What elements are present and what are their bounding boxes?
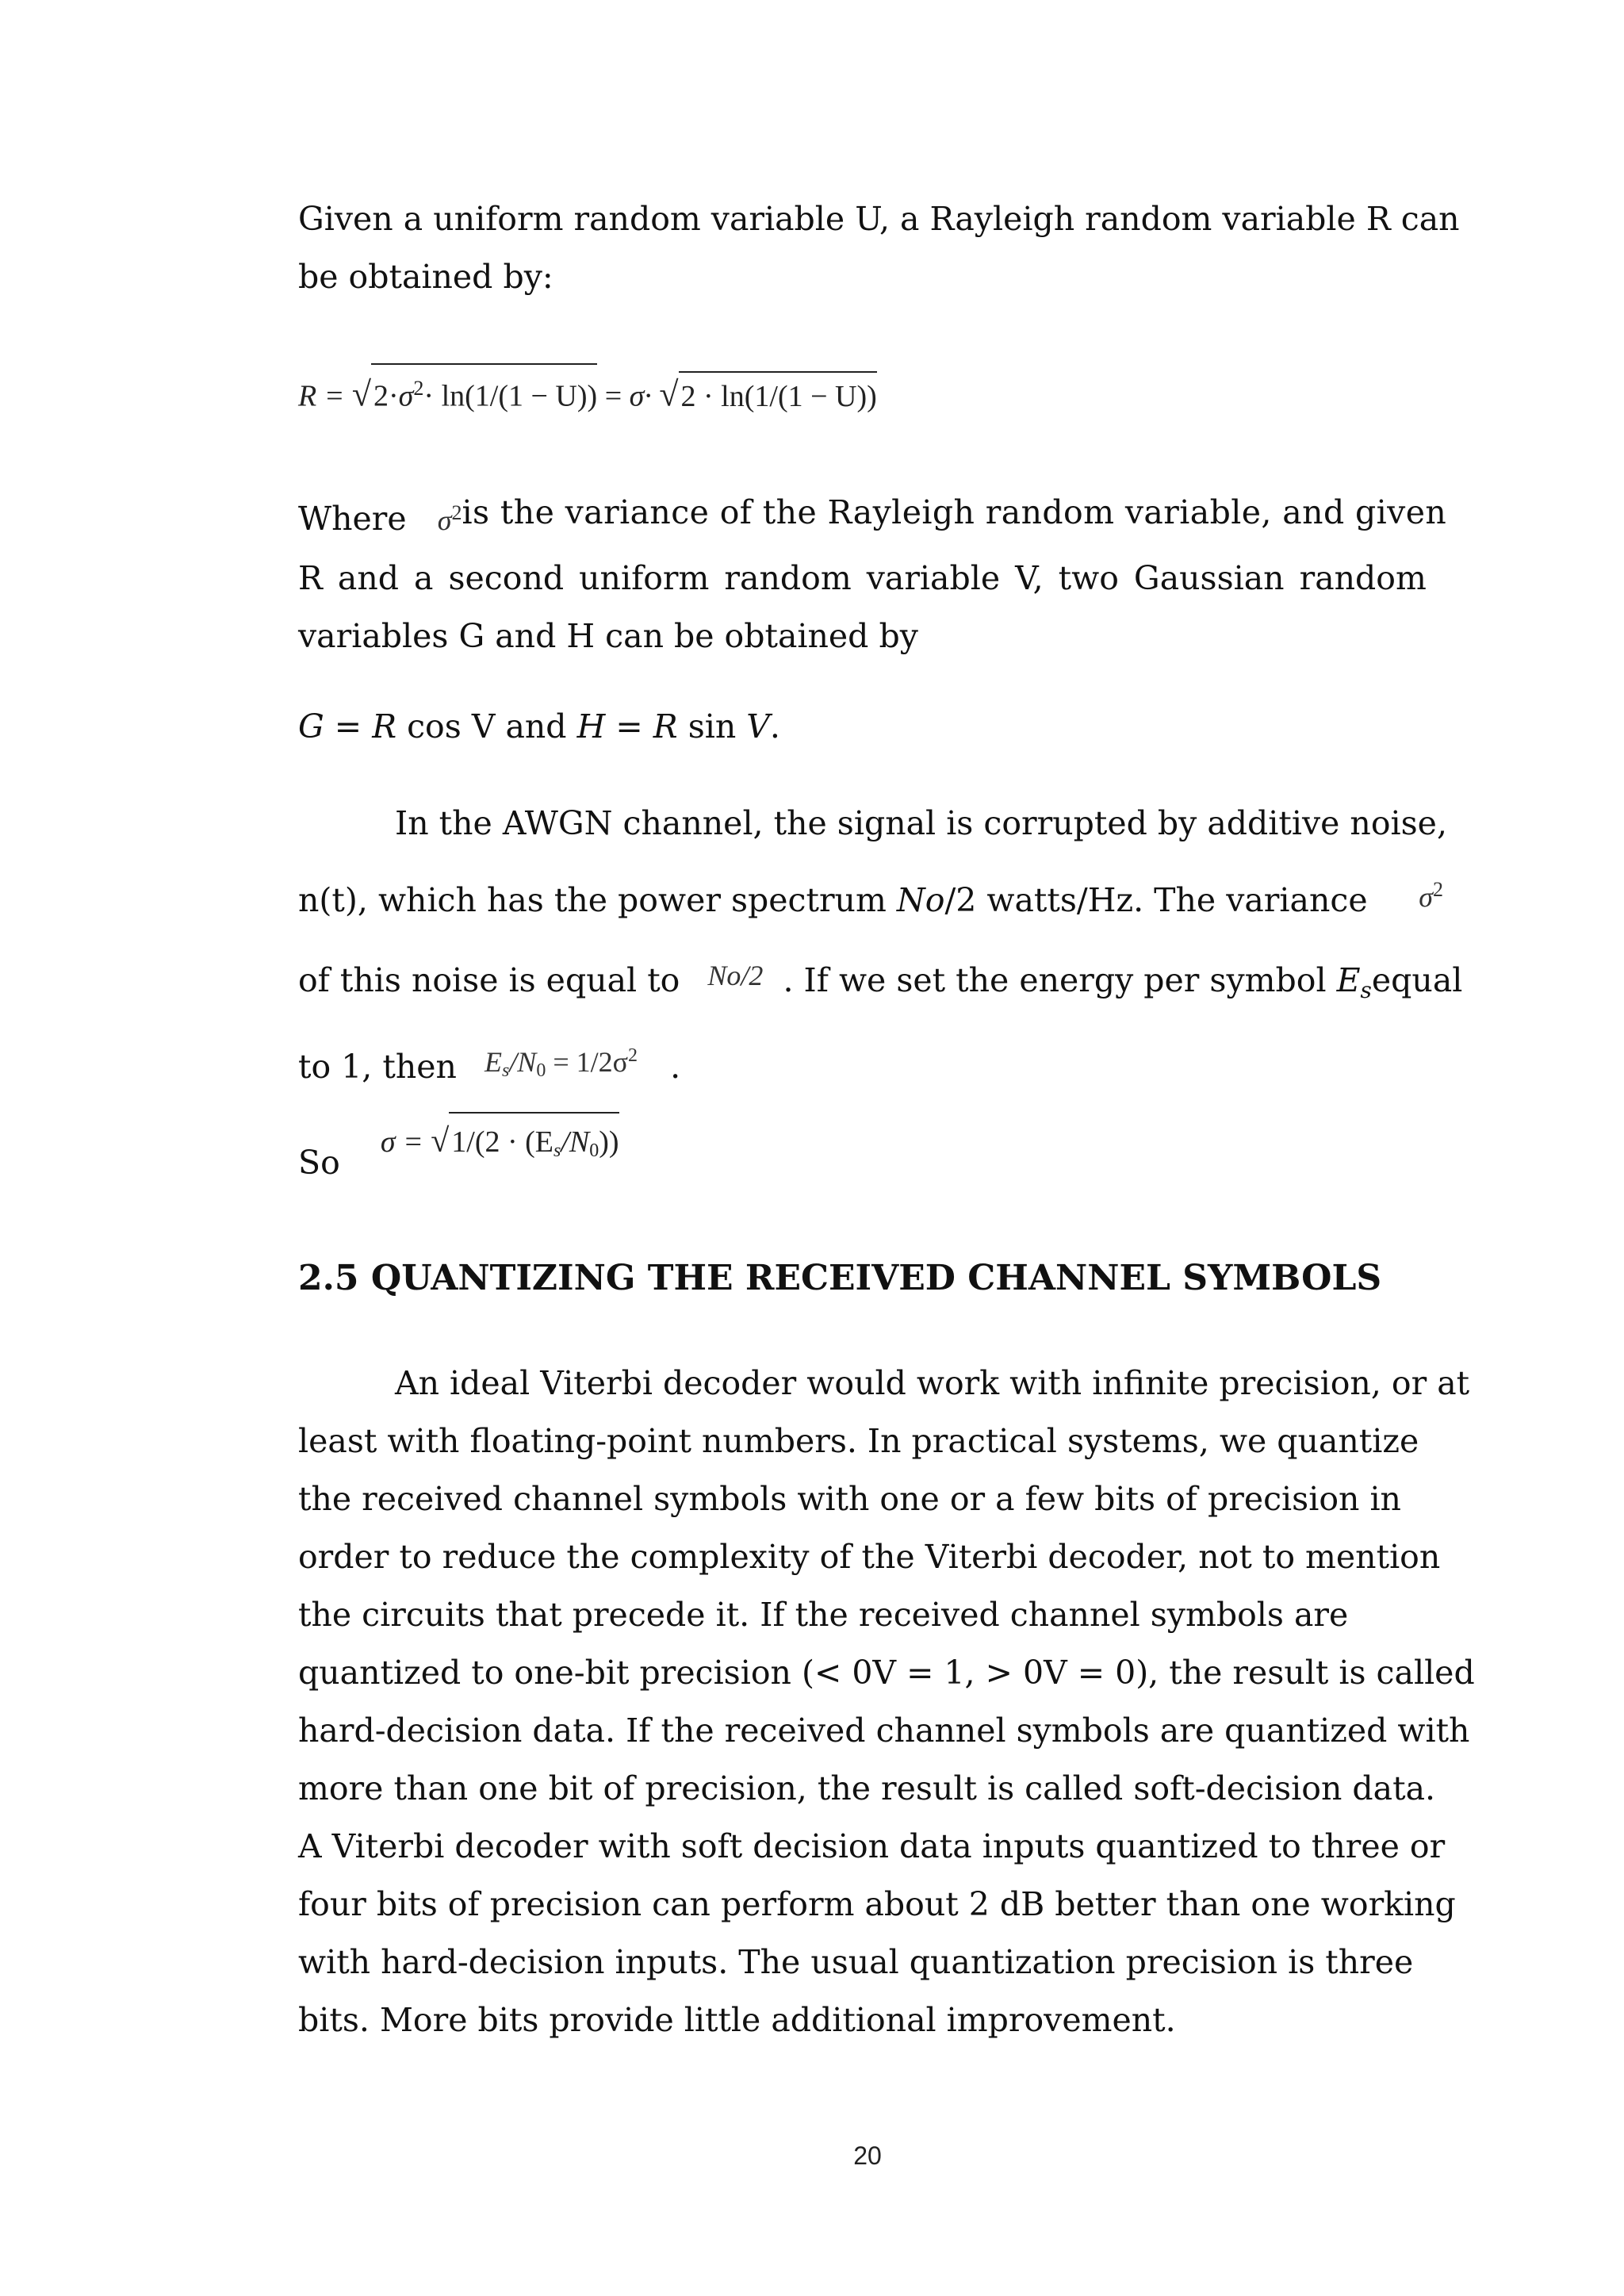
- sin-text: sin: [677, 707, 747, 746]
- sqrt-radicand: [371, 363, 597, 420]
- sigma-exponent: 2: [1433, 878, 1443, 901]
- period: .: [670, 1048, 681, 1086]
- paragraph-line: [298, 1112, 1443, 1180]
- paragraph-word: [298, 484, 462, 550]
- paragraph-text: is the variance of the Rayleigh random variable, and given: [462, 493, 1447, 531]
- text-segment: of this noise is equal to: [298, 961, 680, 999]
- equation-gaussian: [298, 698, 1443, 756]
- sigma-symbol: [1419, 861, 1443, 926]
- paragraph-line: [298, 1033, 1443, 1106]
- text-segment: to 1, then: [298, 1048, 457, 1086]
- paragraph-quantizing: [298, 1355, 1475, 2049]
- sigma-glyph: σ: [437, 504, 452, 536]
- equation-sigma-result: [298, 1112, 1443, 1182]
- text-segment: . If we set the energy per symbol: [783, 961, 1337, 999]
- paragraph-line: four bits of precision can perform about 2 dB better than one working: [298, 1885, 1456, 1923]
- equals: =: [605, 707, 653, 746]
- equation-lhs: R =: [298, 379, 345, 413]
- paragraph-line: [298, 484, 1447, 550]
- paragraph-line: hard-decision data. If the received channel symbols are quantized with: [298, 1711, 1470, 1750]
- subscript: 0: [536, 1060, 546, 1081]
- sigma-equation: [381, 1125, 619, 1159]
- paragraph-text: [298, 952, 1372, 1019]
- paragraph-line: the received channel symbols with one or a few bits of precision in: [298, 1480, 1401, 1518]
- paragraph-line: be obtained by:: [298, 258, 553, 296]
- equation-term: · ln(1/(1 − U)): [423, 379, 598, 413]
- equation-exponent: 2: [413, 377, 424, 400]
- equation-term: 2·: [373, 379, 399, 413]
- paragraph-line: Given a uniform random variable U, a Rayleigh random variable R can: [298, 200, 1460, 238]
- var-n: /N: [509, 1046, 537, 1078]
- equation-value: = 1/2σ: [546, 1046, 629, 1078]
- var-v: V: [746, 707, 770, 746]
- sqrt-symbol: √: [431, 1123, 450, 1159]
- paragraph-line: with hard-decision inputs. The usual quantization precision is three: [298, 1943, 1414, 1981]
- sigma-exponent: 2: [451, 501, 462, 524]
- paragraph-line: least with floating-point numbers. In practical systems, we quantize: [298, 1422, 1419, 1460]
- es-n0-equation: [484, 1045, 638, 1081]
- equation-rayleigh: [298, 363, 1443, 420]
- period: .: [769, 707, 780, 746]
- paragraph-line: variables G and H can be obtained by: [298, 617, 918, 655]
- text-no: No: [896, 881, 945, 919]
- var-h: H: [576, 707, 606, 746]
- equation-lhs: σ =: [380, 1125, 423, 1159]
- cos-text: cos V and: [396, 707, 577, 746]
- sqrt-radicand: [449, 1112, 619, 1180]
- subscript: 0: [589, 1140, 599, 1161]
- subscript: s: [501, 1060, 510, 1081]
- radicand-end: )): [599, 1125, 619, 1159]
- paragraph-awgn: [298, 795, 1463, 1106]
- paragraph-line: In the AWGN channel, the signal is corrupted by additive noise,: [395, 804, 1447, 842]
- var-r: R: [372, 707, 397, 746]
- paragraph-line: bits. More bits provide little additional improvement.: [298, 2001, 1176, 2039]
- var-g: G: [298, 707, 324, 746]
- paragraph-line: R and a second uniform random variable V, two Gaussian random: [298, 559, 1427, 597]
- sqrt-radicand: 2 · ln(1/(1 − U)): [679, 371, 877, 420]
- sigma-symbol: [437, 501, 462, 536]
- equation-sigma: σ: [398, 379, 414, 413]
- var-es: E: [1336, 961, 1361, 999]
- page-number: 20: [853, 2141, 882, 2170]
- paragraph-line: the circuits that precede it. If the received channel symbols are: [298, 1596, 1349, 1634]
- var-n: /N: [561, 1125, 590, 1159]
- text-segment: equal: [1371, 961, 1463, 999]
- var-e: E: [484, 1046, 502, 1078]
- paragraph-line: [298, 872, 1443, 937]
- var-r: R: [653, 707, 678, 746]
- sigma-glyph: σ: [1419, 881, 1433, 913]
- section-heading: 2.5 QUANTIZING THE RECEIVED CHANNEL SYMBOLS: [298, 1258, 1382, 1298]
- subscript: s: [553, 1140, 561, 1161]
- paragraph-line: order to reduce the complexity of the Viterbi decoder, not to mention: [298, 1538, 1441, 1576]
- paragraph-line: quantized to one-bit precision (< 0V = 1, > 0V = 0), the result is called: [298, 1654, 1475, 1692]
- equation-equals: =: [604, 379, 622, 413]
- paragraph-line: more than one bit of precision, the result is called soft-decision data.: [298, 1769, 1436, 1807]
- no2-symbol: No/2: [707, 960, 764, 991]
- sqrt-symbol: √: [351, 374, 372, 414]
- text-segment: n(t), which has the power spectrum: [298, 881, 897, 919]
- paragraph-line: A Viterbi decoder with soft decision data inputs quantized to three or: [298, 1827, 1446, 1865]
- paragraph-text: [298, 872, 1368, 937]
- paragraph-line: [298, 952, 1463, 1019]
- paragraph-intro: [298, 190, 1460, 306]
- subscript: s: [1360, 977, 1372, 1003]
- equals: =: [324, 707, 373, 746]
- equation-sigma: σ·: [629, 379, 652, 413]
- paragraph-line: [298, 698, 1443, 756]
- sqrt-symbol: √: [659, 374, 679, 414]
- paragraph-line: An ideal Viterbi decoder would work with infinite precision, or at: [395, 1364, 1470, 1402]
- radicand-text: 1/(2 · (E: [451, 1125, 554, 1159]
- text-segment: /2 watts/Hz. The variance: [944, 881, 1368, 919]
- word-so: So: [298, 1144, 340, 1182]
- paragraph-where: [298, 484, 1447, 665]
- word-where: Where: [298, 500, 407, 538]
- exponent: 2: [628, 1045, 638, 1066]
